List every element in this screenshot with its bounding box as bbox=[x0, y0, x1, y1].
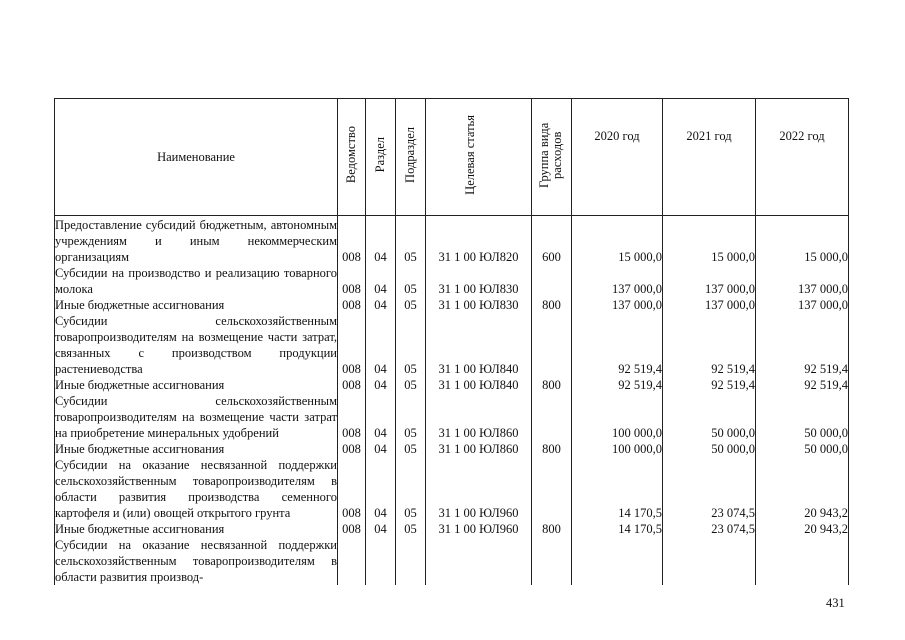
budget-table bbox=[54, 98, 849, 585]
table-row bbox=[55, 521, 849, 537]
row-subsection: 05 bbox=[396, 441, 426, 457]
table-row bbox=[55, 216, 849, 266]
row-2020 bbox=[572, 537, 663, 585]
row-2022: 50 000,0 bbox=[756, 393, 849, 441]
row-name: Иные бюджетные ассигнования bbox=[55, 441, 338, 457]
row-2021: 50 000,0 bbox=[663, 441, 756, 457]
row-section bbox=[366, 537, 396, 585]
row-target-item: 31 1 00 ЮЛ840 bbox=[426, 313, 532, 377]
row-subsection: 05 bbox=[396, 297, 426, 313]
row-subsection: 05 bbox=[396, 377, 426, 393]
row-target-item: 31 1 00 ЮЛ960 bbox=[426, 457, 532, 521]
header-2021: 2021 год bbox=[663, 99, 756, 216]
row-2020: 137 000,0 bbox=[572, 265, 663, 297]
table-body bbox=[55, 216, 849, 586]
table-row bbox=[55, 457, 849, 521]
row-name: Иные бюджетные ассигнования bbox=[55, 297, 338, 313]
table-row bbox=[55, 313, 849, 377]
row-section: 04 bbox=[366, 313, 396, 377]
table-row bbox=[55, 441, 849, 457]
row-2021: 137 000,0 bbox=[663, 265, 756, 297]
row-2022 bbox=[756, 537, 849, 585]
header-subsection: Подраздел bbox=[396, 99, 426, 216]
row-name: Субсидии сельскохозяйственным товаропроизводителям на возмещение части затрат на приобретение минеральных удобрений bbox=[55, 394, 337, 440]
page-number: 431 bbox=[826, 596, 845, 610]
table-row bbox=[55, 265, 849, 297]
row-section: 04 bbox=[366, 265, 396, 297]
row-subsection bbox=[396, 537, 426, 585]
row-2021: 15 000,0 bbox=[663, 216, 756, 266]
row-subsection: 05 bbox=[396, 457, 426, 521]
row-name: Предоставление субсидий бюджетным, автономным учреждениям и иным некоммерческим организациям bbox=[55, 216, 338, 266]
row-name: Субсидии на производство и реализацию товарного молока bbox=[55, 266, 337, 296]
row-department: 008 bbox=[338, 313, 366, 377]
row-2022: 137 000,0 bbox=[756, 297, 849, 313]
table-row bbox=[55, 537, 849, 585]
row-department: 008 bbox=[338, 297, 366, 313]
row-name: Иные бюджетные ассигнования bbox=[55, 521, 338, 537]
row-expense-group bbox=[532, 313, 572, 377]
row-target-item: 31 1 00 ЮЛ830 bbox=[426, 297, 532, 313]
row-2021: 137 000,0 bbox=[663, 297, 756, 313]
row-2021 bbox=[663, 537, 756, 585]
row-2022: 50 000,0 bbox=[756, 441, 849, 457]
row-subsection: 05 bbox=[396, 393, 426, 441]
row-expense-group bbox=[532, 393, 572, 441]
row-target-item bbox=[426, 537, 532, 585]
row-2020: 100 000,0 bbox=[572, 441, 663, 457]
row-target-item: 31 1 00 ЮЛ830 bbox=[426, 265, 532, 297]
row-expense-group: 800 bbox=[532, 377, 572, 393]
row-2021: 23 074,5 bbox=[663, 521, 756, 537]
row-2022: 92 519,4 bbox=[756, 313, 849, 377]
header-row bbox=[55, 99, 849, 216]
row-department: 008 bbox=[338, 441, 366, 457]
row-section: 04 bbox=[366, 297, 396, 313]
row-target-item: 31 1 00 ЮЛ820 bbox=[426, 216, 532, 266]
header-target-item: Целевая статья bbox=[426, 99, 532, 216]
row-2020: 15 000,0 bbox=[572, 216, 663, 266]
table-row bbox=[55, 393, 849, 441]
table-row bbox=[55, 377, 849, 393]
row-target-item: 31 1 00 ЮЛ840 bbox=[426, 377, 532, 393]
header-department: Ведомство bbox=[338, 99, 366, 216]
row-department: 008 bbox=[338, 216, 366, 266]
row-expense-group: 600 bbox=[532, 216, 572, 266]
row-subsection: 05 bbox=[396, 521, 426, 537]
table-row bbox=[55, 297, 849, 313]
row-2020: 92 519,4 bbox=[572, 377, 663, 393]
row-department: 008 bbox=[338, 457, 366, 521]
row-2021: 23 074,5 bbox=[663, 457, 756, 521]
row-2022: 15 000,0 bbox=[756, 216, 849, 266]
row-2020: 92 519,4 bbox=[572, 313, 663, 377]
row-section: 04 bbox=[366, 393, 396, 441]
row-section: 04 bbox=[366, 457, 396, 521]
row-expense-group bbox=[532, 265, 572, 297]
row-2022: 20 943,2 bbox=[756, 457, 849, 521]
row-subsection: 05 bbox=[396, 216, 426, 266]
row-2021: 92 519,4 bbox=[663, 377, 756, 393]
row-section: 04 bbox=[366, 377, 396, 393]
row-expense-group: 800 bbox=[532, 521, 572, 537]
row-target-item: 31 1 00 ЮЛ960 bbox=[426, 521, 532, 537]
row-section: 04 bbox=[366, 216, 396, 266]
row-section: 04 bbox=[366, 441, 396, 457]
row-department: 008 bbox=[338, 265, 366, 297]
row-expense-group: 800 bbox=[532, 297, 572, 313]
row-expense-group: 800 bbox=[532, 441, 572, 457]
header-expense-group: Группа вида расходов bbox=[532, 99, 572, 216]
row-2020: 137 000,0 bbox=[572, 297, 663, 313]
header-2022: 2022 год bbox=[756, 99, 849, 216]
row-subsection: 05 bbox=[396, 313, 426, 377]
header-section: Раздел bbox=[366, 99, 396, 216]
row-2021: 50 000,0 bbox=[663, 393, 756, 441]
row-target-item: 31 1 00 ЮЛ860 bbox=[426, 393, 532, 441]
row-2020: 14 170,5 bbox=[572, 521, 663, 537]
row-target-item: 31 1 00 ЮЛ860 bbox=[426, 441, 532, 457]
row-department bbox=[338, 537, 366, 585]
row-department: 008 bbox=[338, 377, 366, 393]
header-2020: 2020 год bbox=[572, 99, 663, 216]
row-name: Субсидии сельскохозяйственным товаропроизводителям на возмещение части затрат, связанных с производством продукции растениеводства bbox=[55, 314, 337, 376]
row-2022: 137 000,0 bbox=[756, 265, 849, 297]
row-department: 008 bbox=[338, 521, 366, 537]
row-2021: 92 519,4 bbox=[663, 313, 756, 377]
row-2020: 100 000,0 bbox=[572, 393, 663, 441]
row-department: 008 bbox=[338, 393, 366, 441]
row-name: Иные бюджетные ассигнования bbox=[55, 377, 338, 393]
row-name: Субсидии на оказание несвязанной поддержки сельскохозяйственным товаропроизводителям в области развития производ- bbox=[55, 538, 337, 584]
row-section: 04 bbox=[366, 521, 396, 537]
row-2020: 14 170,5 bbox=[572, 457, 663, 521]
row-name: Субсидии на оказание несвязанной поддержки сельскохозяйственным товаропроизводителям в области развития производства семенного картофеля и (или) овощей открытого грунта bbox=[55, 458, 337, 520]
row-expense-group bbox=[532, 537, 572, 585]
row-2022: 92 519,4 bbox=[756, 377, 849, 393]
row-2022: 20 943,2 bbox=[756, 521, 849, 537]
row-expense-group bbox=[532, 457, 572, 521]
row-subsection: 05 bbox=[396, 265, 426, 297]
header-name: Наименование bbox=[55, 99, 338, 216]
